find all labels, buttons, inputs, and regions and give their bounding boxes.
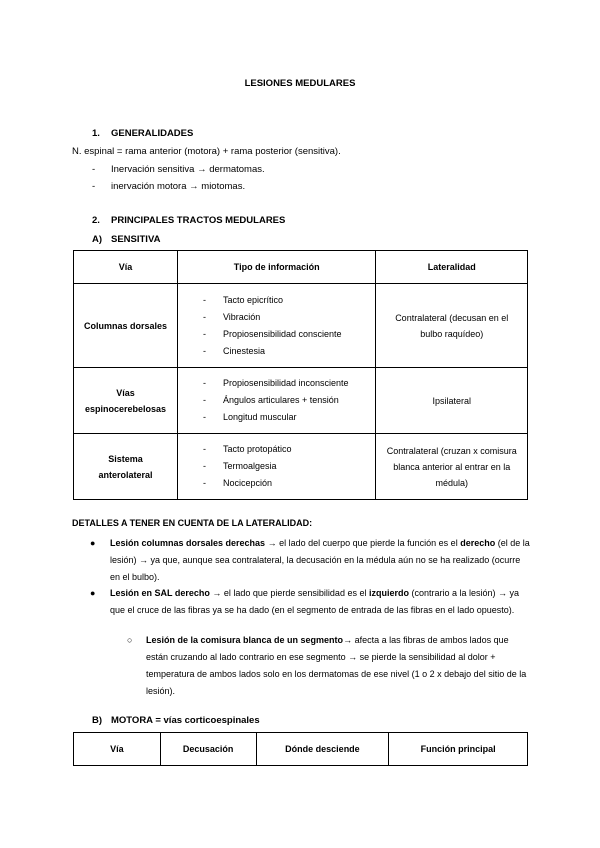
list-item: inervación motora → miotomas.: [111, 181, 246, 192]
info-item: - Nocicepción: [203, 475, 376, 492]
info-item: - Propiosensibilidad consciente: [203, 326, 376, 343]
detail-bullet: ● Lesión columnas dorsales derechas → el lado del cuerpo que pierde la función es el derecho (el de la lesión) → ya que, aunque sea contralateral, la decusación en la médula aún no se ha realizado (ocurre en el bulbo).: [90, 535, 530, 586]
info-item: - Tacto epicrítico: [203, 292, 376, 309]
section2-number: 2.: [92, 215, 100, 226]
lateralidad-cell: Ipsilateral: [376, 368, 528, 434]
header-via: Vía: [74, 733, 161, 766]
motor-tracts-table: [73, 732, 528, 766]
header-lateralidad: Lateralidad: [376, 251, 528, 284]
section2-heading: PRINCIPALES TRACTOS MEDULARES: [111, 215, 286, 226]
header-donde-desciende: Dónde desciende: [256, 733, 389, 766]
sub-a-text: SENSITIVA: [111, 234, 161, 245]
lateralidad-cell: Contralateral (decusan en el bulbo raquídeo): [376, 284, 528, 368]
info-item: - Cinestesia: [203, 343, 376, 360]
info-item: - Propiosensibilidad inconsciente: [203, 375, 376, 392]
spinal-nerve-definition: N. espinal = rama anterior (motora) + rama posterior (sensitiva).: [72, 146, 341, 157]
info-item: - Tacto protopático: [203, 441, 376, 458]
table-row: [74, 284, 528, 368]
detail-bullet: ● Lesión en SAL derecho → el lado que pierde sensibilidad es el izquierdo (contrario a la lesión) → ya que el cruce de las fibras ya se ha dado (en el segmento de entrada de las fibras en el lado opuesto).: [90, 585, 530, 619]
bullet-circle-icon: ○: [127, 635, 133, 645]
sensory-tracts-table: [73, 250, 528, 500]
sub-b-text: MOTORA = vías corticoespinales: [111, 715, 260, 726]
section1-number: 1.: [92, 128, 100, 139]
via-cell: Vías espinocerebelosas: [74, 368, 178, 434]
bullet-dot-icon: ●: [90, 538, 96, 548]
list-item: Inervación sensitiva → dermatomas.: [111, 164, 265, 175]
info-item: - Ángulos articulares + tensión: [203, 392, 376, 409]
header-funcion-principal: Función principal: [389, 733, 528, 766]
sub-a-label: A): [92, 234, 103, 245]
table-row: [74, 434, 528, 500]
header-decusacion: Decusación: [160, 733, 256, 766]
table-row: [74, 368, 528, 434]
header-info: Tipo de información: [177, 251, 376, 284]
section1-heading: GENERALIDADES: [111, 128, 194, 139]
bullet-dot-icon: ●: [90, 588, 96, 598]
header-via: Vía: [74, 251, 178, 284]
lateralidad-cell: Contralateral (cruzan x comisura blanca anterior al entrar en la médula): [376, 434, 528, 500]
detail-sub-bullet: ○ Lesión de la comisura blanca de un segmento→ afecta a las fibras de ambos lados que están cruzando al lado contrario en ese segmento → se pierde la sensibilidad al dolor + temperatura de ambos lados solo en los dermatomas de ese nivel (1 o 2 x debajo del sitio de la lesión).: [127, 632, 530, 700]
info-item: - Vibración: [203, 309, 376, 326]
info-item: - Longitud muscular: [203, 409, 376, 426]
info-item: - Termoalgesia: [203, 458, 376, 475]
page-title: LESIONES MEDULARES: [244, 78, 356, 89]
details-heading: DETALLES A TENER EN CUENTA DE LA LATERALIDAD:: [72, 518, 313, 528]
sub-b-label: B): [92, 715, 103, 726]
via-cell: Columnas dorsales: [74, 284, 178, 368]
via-cell: Sistema anterolateral: [74, 434, 178, 500]
